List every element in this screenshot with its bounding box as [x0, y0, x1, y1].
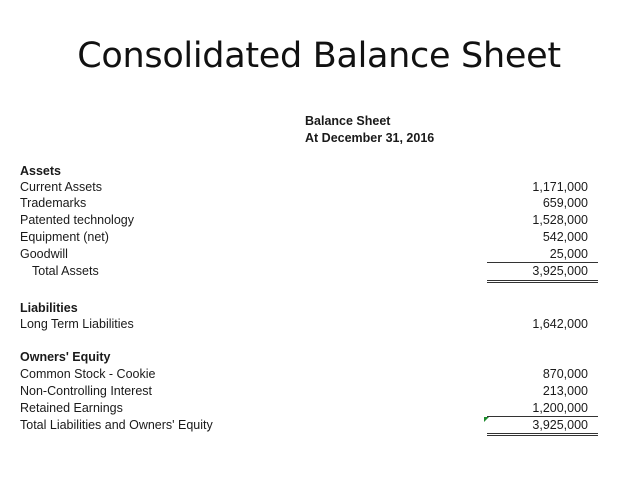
- total-double-rule: [487, 433, 598, 436]
- table-row: [0, 212, 638, 228]
- row-value: 659,000: [542, 196, 588, 210]
- row-value: 1,528,000: [532, 213, 588, 227]
- row-label: Retained Earnings: [20, 401, 123, 415]
- total-liabilities-equity-label: Total Liabilities and Owners' Equity: [20, 418, 213, 432]
- total-double-rule: [487, 280, 598, 283]
- table-row: [0, 246, 638, 262]
- sheet-header: [305, 113, 434, 147]
- row-label: Long Term Liabilities: [20, 317, 134, 331]
- table-row: [0, 229, 638, 245]
- liabilities-heading-row: [0, 300, 638, 316]
- total-liabilities-equity-value: 3,925,000: [532, 418, 588, 432]
- row-value: 25,000: [549, 247, 588, 261]
- table-row: [0, 383, 638, 399]
- row-label: Common Stock - Cookie: [20, 367, 156, 381]
- row-value: 1,171,000: [532, 180, 588, 194]
- total-assets-label: Total Assets: [32, 264, 99, 278]
- row-label: Goodwill: [20, 247, 68, 261]
- liabilities-heading: Liabilities: [20, 301, 78, 315]
- row-label: Trademarks: [20, 196, 87, 210]
- table-row: [0, 179, 638, 195]
- row-label: Current Assets: [20, 180, 102, 194]
- row-value: 542,000: [542, 230, 588, 244]
- row-label: Equipment (net): [20, 230, 109, 244]
- sheet-heading: Balance Sheet: [305, 114, 391, 128]
- equity-heading: Owners' Equity: [20, 350, 111, 364]
- row-value: 1,642,000: [532, 317, 588, 331]
- table-row: [0, 316, 638, 332]
- row-value: 213,000: [542, 384, 588, 398]
- total-liabilities-equity-row: [0, 417, 638, 433]
- assets-heading-row: [0, 163, 638, 179]
- sheet-date: At December 31, 2016: [305, 131, 435, 145]
- total-assets-value: 3,925,000: [532, 264, 588, 278]
- table-row: [0, 400, 638, 416]
- total-assets-row: [0, 263, 638, 279]
- row-label: Non-Controlling Interest: [20, 384, 153, 398]
- slide-title: Consolidated Balance Sheet: [77, 36, 561, 76]
- table-row: [0, 195, 638, 211]
- row-value: 870,000: [542, 367, 588, 381]
- table-row: [0, 366, 638, 382]
- row-value: 1,200,000: [532, 401, 588, 415]
- row-label: Patented technology: [20, 213, 134, 227]
- equity-heading-row: [0, 349, 638, 365]
- assets-heading: Assets: [20, 164, 61, 178]
